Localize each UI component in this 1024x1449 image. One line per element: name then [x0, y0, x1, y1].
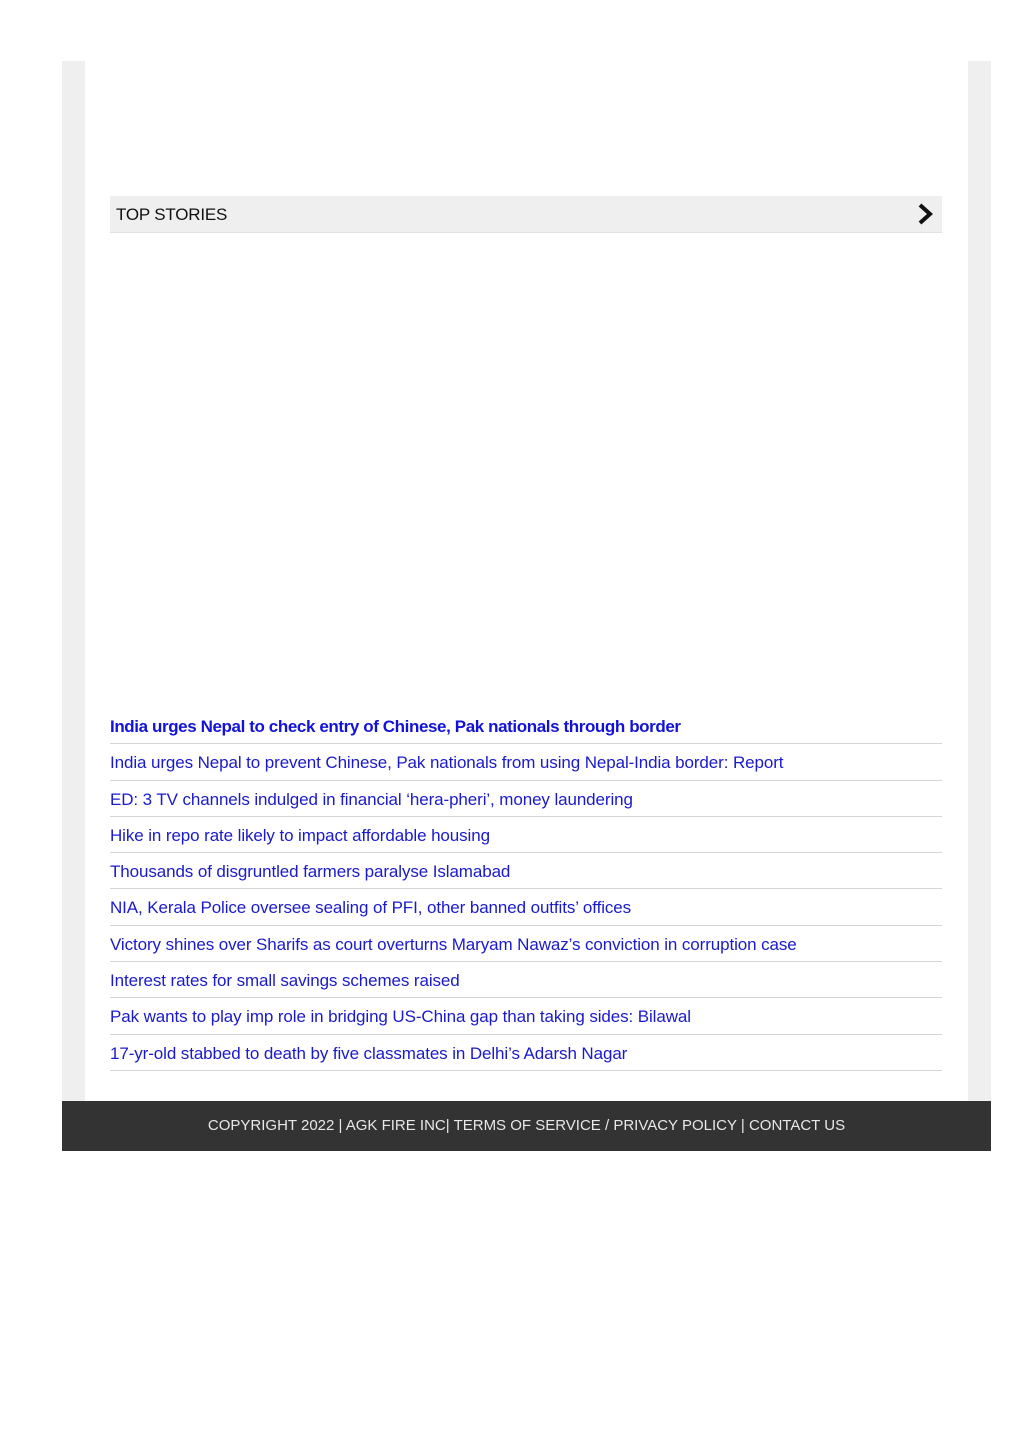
story-link[interactable]: Hike in repo rate likely to impact affordable housing	[110, 825, 490, 845]
top-stories-header	[110, 196, 942, 233]
contact-us-link[interactable]: CONTACT US	[748, 1117, 846, 1134]
footer-links	[62, 1117, 991, 1135]
list-item	[110, 853, 942, 889]
story-link[interactable]: Interest rates for small savings schemes raised	[110, 971, 460, 991]
list-item	[110, 1035, 942, 1071]
list-item	[110, 926, 942, 962]
terms-of-service-link[interactable]: TERMS OF SERVICE	[453, 1117, 601, 1134]
list-item	[110, 962, 942, 998]
footer-copyright: COPYRIGHT 2022 | AGK FIRE INC	[207, 1117, 446, 1134]
story-link[interactable]: Victory shines over Sharifs as court overturns Maryam Nawaz’s conviction in corruption case	[110, 934, 797, 954]
footer-separator: /	[600, 1117, 614, 1134]
story-link[interactable]: Pak wants to play imp role in bridging US-China gap than taking sides: Bilawal	[110, 1007, 691, 1027]
top-stories-list	[110, 708, 942, 1071]
story-link[interactable]: NIA, Kerala Police oversee sealing of PFI, other banned outfits’ offices	[110, 898, 632, 918]
footer	[62, 1101, 991, 1151]
list-item	[110, 998, 942, 1034]
story-link[interactable]: India urges Nepal to check entry of Chinese, Pak nationals through border	[110, 717, 681, 736]
story-link[interactable]: Thousands of disgruntled farmers paralyse Islamabad	[110, 862, 511, 882]
list-item	[110, 817, 942, 853]
content-column	[85, 61, 968, 1101]
privacy-policy-link[interactable]: PRIVACY POLICY	[613, 1117, 737, 1134]
list-item	[110, 889, 942, 925]
story-link[interactable]: India urges Nepal to prevent Chinese, Pak nationals from using Nepal-India border: Report	[110, 753, 784, 773]
page-frame	[62, 61, 991, 1101]
story-link[interactable]: 17-yr-old stabbed to death by five classmates in Delhi’s Adarsh Nagar	[110, 1043, 628, 1063]
section-title: TOP STORIES	[116, 205, 228, 224]
list-item	[110, 781, 942, 817]
chevron-right-icon[interactable]	[914, 203, 936, 225]
list-item	[110, 744, 942, 780]
list-item	[110, 708, 942, 744]
footer-separator: |	[445, 1117, 454, 1134]
story-link[interactable]: ED: 3 TV channels indulged in financial ‘hera-pheri’, money laundering	[110, 789, 633, 809]
footer-separator: |	[736, 1117, 749, 1134]
